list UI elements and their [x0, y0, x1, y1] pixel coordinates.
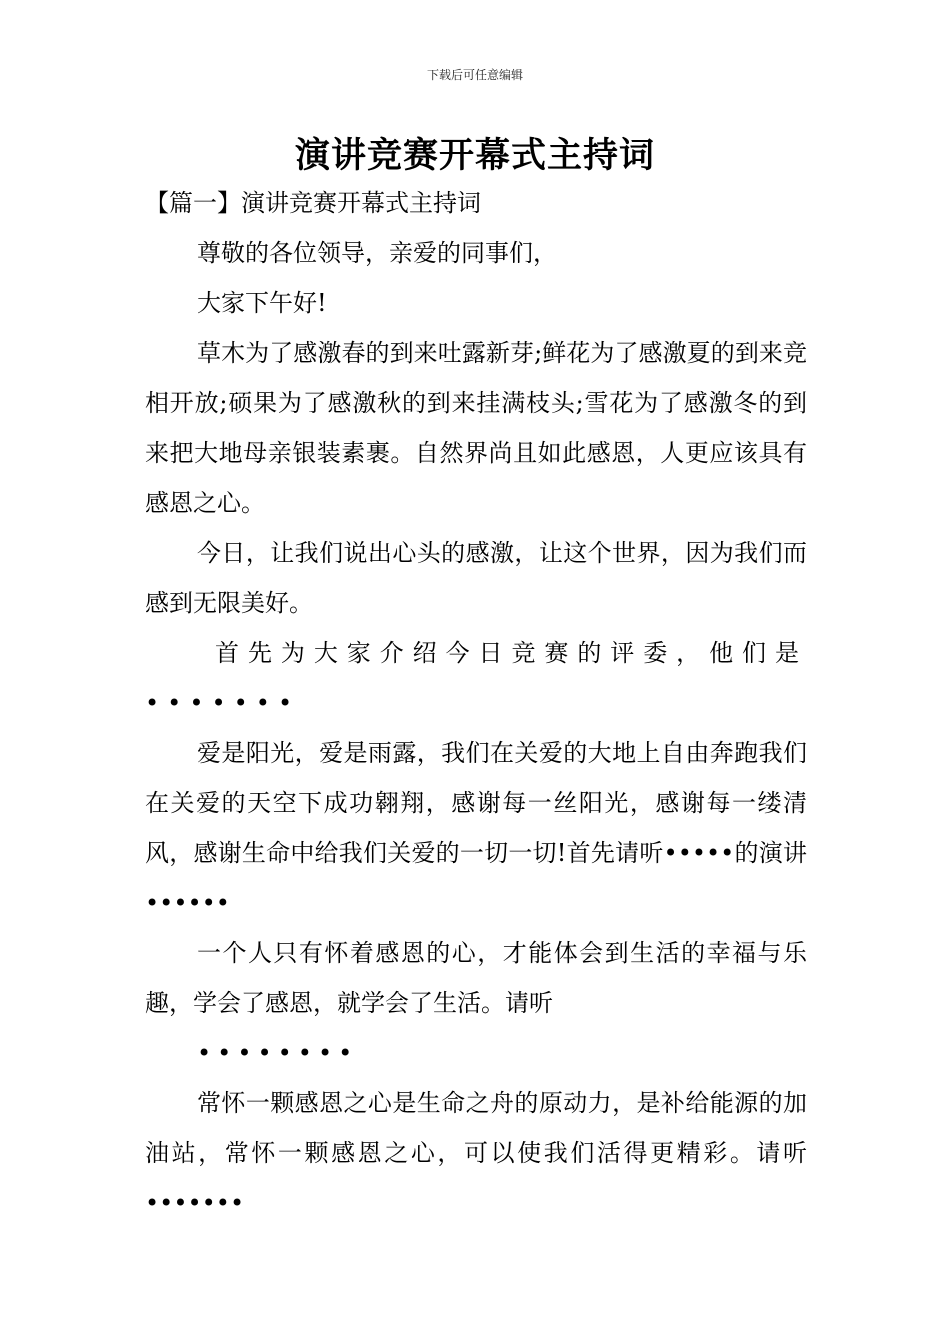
document-body [145, 178, 807, 1228]
paragraph-today: 今日，让我们说出心头的感激，让这个世界，因为我们而感到无限美好。 [145, 539, 807, 617]
paragraph-greeting: 尊敬的各位领导，亲爱的同事们， [197, 239, 557, 267]
paragraph-grateful-heart: 一个人只有怀着感恩的心，才能体会到生活的幸福与乐趣，学会了感恩，就学会了生活。请听 [145, 939, 807, 1017]
section-title: 【篇一】演讲竞赛开幕式主持词 [145, 189, 481, 217]
paragraph-life-boat: 常怀一颗感恩之心是生命之舟的原动力，是补给能源的加油站，常怀一颗感恩之心，可以使我们活得更精彩。请听••••••• [145, 1089, 807, 1217]
paragraph-placeholder-dots: •••••••• [197, 1039, 359, 1067]
paragraph-judges-intro: 首先为大家介绍今日竞赛的评委，他们是••••••• [145, 639, 807, 717]
page-header-note: 下载后可任意编辑 [426, 68, 523, 82]
paragraph-gratitude-nature: 草木为了感激春的到来吐露新芽;鲜花为了感激夏的到来竞相开放;硕果为了感激秋的到来挂满枝头;雪花为了感激冬的到来把大地母亲银装素裹。自然界尚且如此感恩，人更应该具有感恩之心。 [145, 339, 807, 517]
document-title: 演讲竞赛开幕式主持词 [294, 136, 655, 176]
paragraph-good-afternoon: 大家下午好! [197, 289, 327, 317]
paragraph-love-sunshine: 爱是阳光，爱是雨露，我们在关爱的大地上自由奔跑我们在关爱的天空下成功翱翔，感谢每一丝阳光，感谢每一缕清风，感谢生命中给我们关爱的一切一切!首先请听•••••的演讲•••••• [145, 739, 807, 917]
